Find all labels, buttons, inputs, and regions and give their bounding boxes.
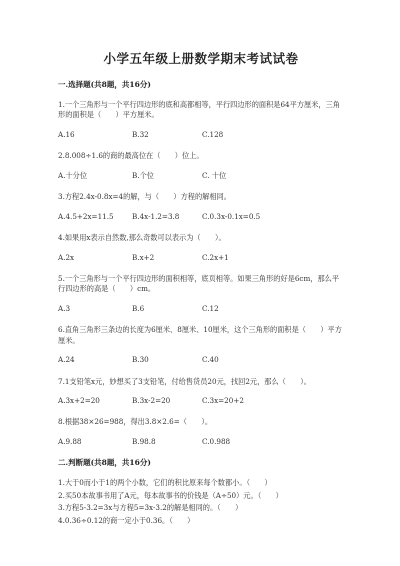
option-b: B.6 [132,303,145,313]
option-b: B.4x-1.2=3.8 [132,211,180,221]
question-text: 2.8.008÷1.6的商的最高位在（ ）位上。 [58,151,204,161]
option-c: C. 十位 [202,170,227,180]
question-2 [58,151,344,181]
option-c: C.128 [202,129,224,139]
section-heading: 一.选择题(共8题，共16分) [58,80,151,90]
option-b: B.98.8 [132,436,156,446]
question-4 [58,233,344,263]
question-7 [58,377,344,407]
question-text: 8.根据38×26=988，得出3.8×2.6=（ ）。 [58,417,213,427]
option-c: C.2x+1 [202,252,229,262]
section-true-false [58,458,344,526]
option-row [58,396,344,406]
question-text: 1.一个三角形与一个平行四边形的底和高都相等，平行四边形的面积是64平方厘米，三角形的面积是（ ）平方厘米。 [58,100,340,120]
option-a: A.9.88 [58,436,82,446]
question-8 [58,417,344,447]
option-c: C.3x=20+2 [202,396,244,405]
option-a: A.十分位 [58,170,88,180]
option-a: A.2x [58,252,75,262]
exam-title: 小学五年级上册数学期末考试试卷 [103,51,299,66]
option-row [58,253,344,263]
question-text: 6.直角三角形三条边的长度为6厘米、8厘米、10厘米，这个三角形的面积是（ ）平方厘米。 [58,325,342,345]
option-a: A.16 [58,129,75,139]
option-a: A.3 [58,303,71,313]
option-c: C.40 [202,355,219,365]
option-row [58,212,344,222]
option-c: C.12 [202,303,219,313]
question-5 [58,274,344,314]
question-6 [58,325,344,365]
question-text: 3.方程2.4x-0.8x=4的解，与（ ）方程的解相同。 [58,192,231,202]
option-a: A.4.5+2x=11.5 [58,211,114,221]
section-heading: 二.判断题(共8题，共16分) [58,458,151,468]
option-c: C.0.3x-0.1x=0.5 [202,211,261,221]
question-1 [58,100,344,140]
question-3 [58,192,344,222]
judge-item-3: 3.方程5-3.2=3x与方程5=3x-3.2的解是相同的。（ ） [58,503,243,513]
judge-item-4: 4.0.36÷0.12的商一定小于0.36。（ ） [58,515,195,525]
option-row [58,437,344,447]
option-row [58,171,344,181]
option-a: A.3x+2=20 [58,396,100,405]
question-text: 5.一个三角形与一个平行四边形的面积相等，底页相等。如果三角形的好是6cm，那么平行四边形的高是（ ）cm。 [58,273,340,294]
question-text: 7.1支铅笔x元，妙想买了3支铅笔，付给售货员20元，找回2元，那么（ ）。 [58,376,311,386]
option-b: B.x+2 [132,252,155,262]
option-row [58,304,344,314]
option-row [58,130,344,140]
option-a: A.24 [58,355,75,365]
question-text: 4.如果用x表示自然数,那么奇数可以表示为（ ）。 [58,233,226,243]
judge-item-1: 1.大于0而小于1的两个小数，它们的积比原来每个数都小。（ ） [58,478,272,488]
section-multiple-choice [58,80,344,447]
option-row [58,355,344,365]
option-c: C.0.988 [202,436,231,446]
judge-list [58,478,344,526]
option-b: B.32 [132,129,149,139]
judge-item-2: 2.买50本故事书用了A元，每本故事书的价钱是（A÷50）元。（ ） [58,490,283,500]
option-b: B.个位 [132,170,154,180]
option-b: B.30 [132,355,149,365]
option-b: B.3x-2=20 [132,396,171,405]
